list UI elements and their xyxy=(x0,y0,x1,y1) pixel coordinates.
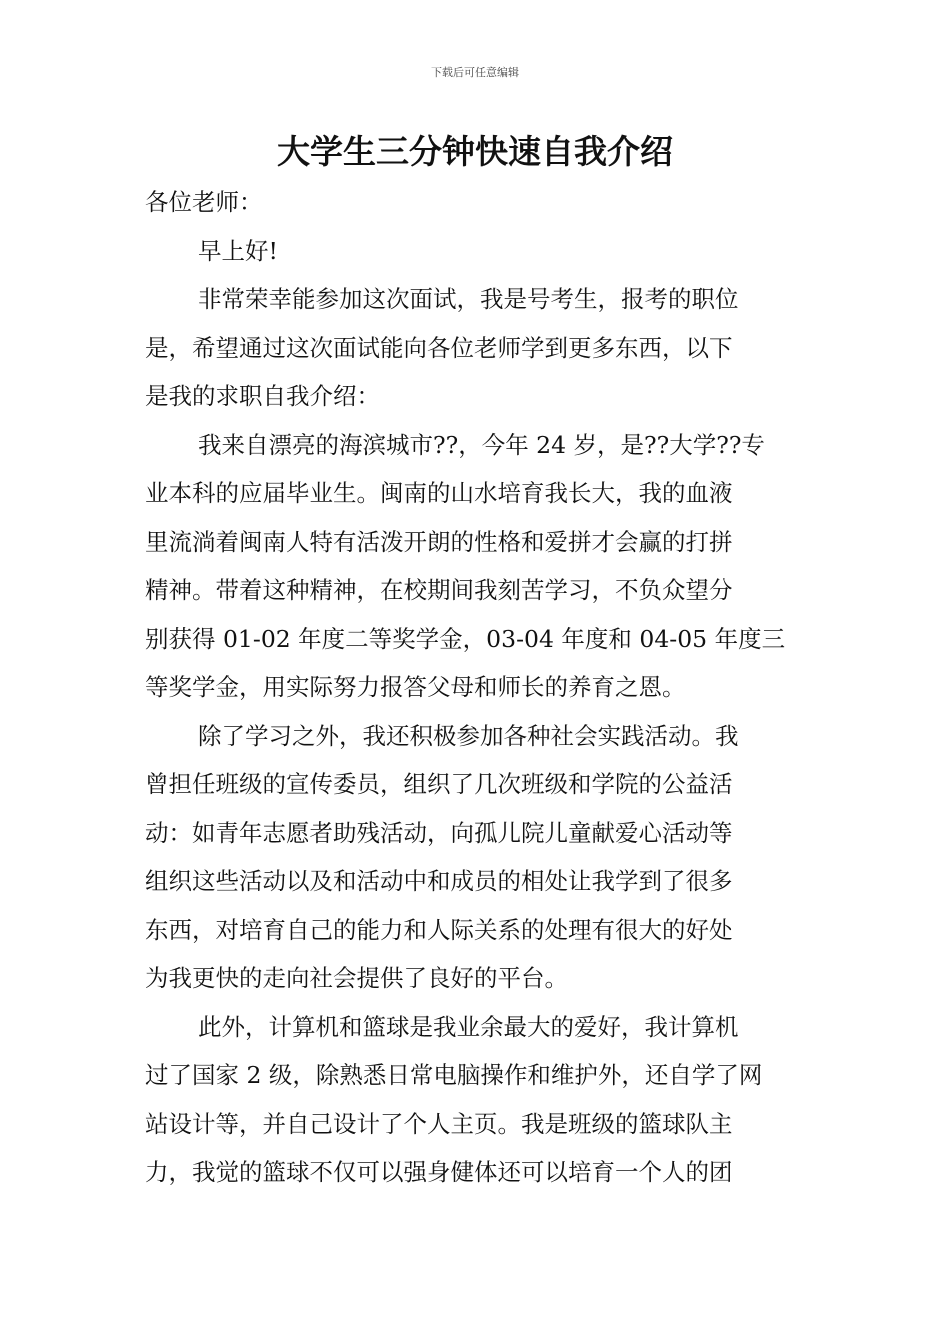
text-line: 我来自漂亮的海滨城市??，今年 24 岁，是??大学??专 xyxy=(198,430,765,459)
document-title: 大学生三分钟快速自我介绍 xyxy=(277,132,673,171)
text-line: 精神。带着这种精神，在校期间我刻苦学习，不负众望分 xyxy=(145,576,733,604)
text-line: 站设计等，并自己设计了个人主页。我是班级的篮球队主 xyxy=(145,1109,733,1138)
text-line: 过了国家 2 级，除熟悉日常电脑操作和维护外，还自学了网 xyxy=(145,1061,763,1089)
text-line: 里流淌着闽南人特有活泼开朗的性格和爱拼才会赢的打拼 xyxy=(145,527,733,556)
text-line: 力，我觉的篮球不仅可以强身健体还可以培育一个人的团 xyxy=(145,1158,733,1186)
text-line: 组织这些活动以及和活动中和成员的相处让我学到了很多 xyxy=(145,867,733,895)
text-line: 动：如青年志愿者助残活动，向孤儿院儿童献爱心活动等 xyxy=(145,818,733,847)
text-line: 早上好! xyxy=(198,236,278,265)
text-line: 业本科的应届毕业生。闽南的山水培育我长大，我的血液 xyxy=(145,479,733,507)
text-line: 非常荣幸能参加这次面试，我是号考生，报考的职位 xyxy=(198,285,739,313)
text-line: 是，希望通过这次面试能向各位老师学到更多东西，以下 xyxy=(145,333,733,362)
text-line: 各位老师： xyxy=(145,188,263,216)
document-body xyxy=(145,178,810,1197)
text-line: 为我更快的走向社会提供了良好的平台。 xyxy=(145,964,568,992)
header-note: 下载后可任意编辑 xyxy=(431,66,519,79)
text-line: 东西，对培育自己的能力和人际关系的处理有很大的好处 xyxy=(145,915,733,944)
text-line: 除了学习之外，我还积极参加各种社会实践活动。我 xyxy=(198,721,739,750)
text-line: 别获得 01-02 年度二等奖学金，03-04 年度和 04-05 年度三 xyxy=(145,624,786,653)
text-line: 此外，计算机和篮球是我业余最大的爱好，我计算机 xyxy=(198,1012,739,1041)
text-line: 曾担任班级的宣传委员，组织了几次班级和学院的公益活 xyxy=(145,770,733,798)
text-line: 等奖学金，用实际努力报答父母和师长的养育之恩。 xyxy=(145,673,686,701)
text-line: 是我的求职自我介绍： xyxy=(145,382,380,410)
